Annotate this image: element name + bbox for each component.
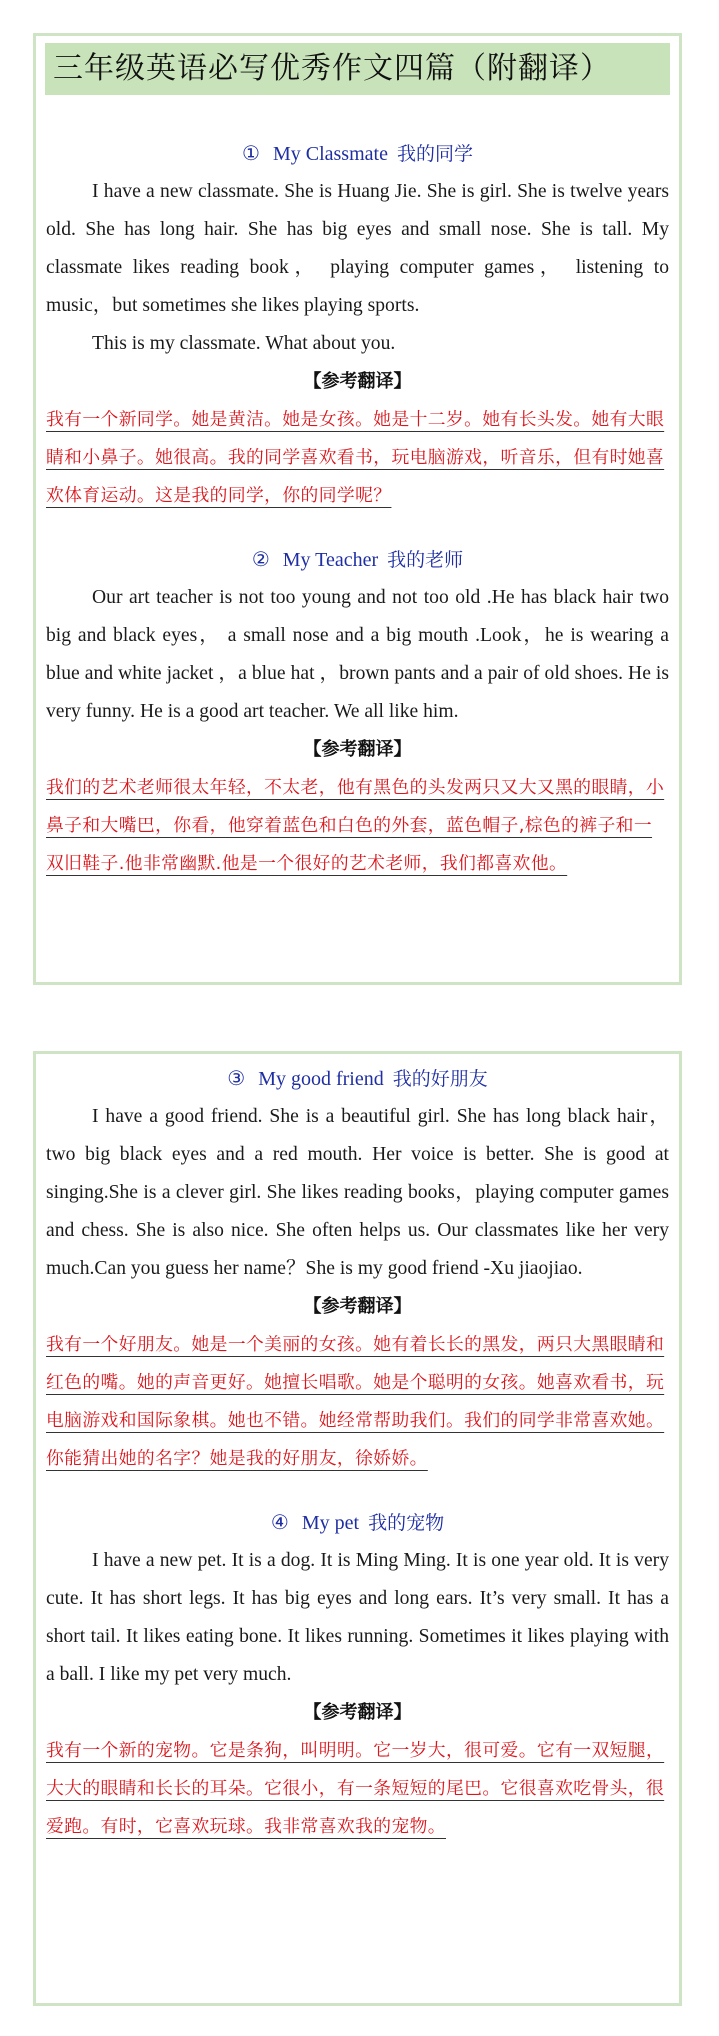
essay-heading bbox=[46, 1504, 669, 1542]
reference-translation-label: 【参考翻译】 bbox=[303, 371, 412, 392]
paragraph: Our art teacher is not too young and not too old .He has black hair two big and black eyes， a small nose and a big mouth .Look，he is wearing a blue and white jacket ，a blue hat ，brown pants and a pair of old shoes. He is very funny. He is a good art teacher. We all like him. bbox=[46, 587, 669, 722]
essay-heading bbox=[46, 1060, 669, 1098]
paragraph: This is my classmate. What about you. bbox=[92, 333, 396, 354]
essay-title-en: My Classmate bbox=[272, 143, 388, 165]
translation-text: 我有一个新同学。她是黄洁。她是女孩。她是十二岁。她有长头发。她有大眼睛和小鼻子。她很高。我的同学喜欢看书，玩电脑游戏，听音乐，但有时她喜欢体育运动。这是我的同学，你的同学呢？ bbox=[46, 409, 665, 506]
essay-text bbox=[46, 1542, 669, 1694]
paragraph: I have a new pet. It is a dog. It is Ming Ming. It is one year old. It is very cute. It has short legs. It has big eyes and long ears. It’s very small. It has a short tail. It likes eating bone. It likes running. Sometimes it likes playing with a ball. I like my pet very much. bbox=[46, 1550, 669, 1685]
essay-title-cn: 我的宠物 bbox=[368, 1512, 445, 1534]
essay-text bbox=[46, 1098, 669, 1288]
essay-my-good-friend bbox=[36, 1060, 679, 1478]
essay-title-cn: 我的老师 bbox=[387, 549, 464, 571]
essay-heading bbox=[46, 541, 669, 579]
translation-text: 我有一个好朋友。她是一个美丽的女孩。她有着长长的黑发，两只大黑眼睛和红色的嘴。她的声音更好。她擅长唱歌。她是个聪明的女孩。她喜欢看书，玩电脑游戏和国际象棋。她也不错。她经常帮助我们。我们的同学非常喜欢她。你能猜出她的名字？她是我的好朋友，徐娇娇。 bbox=[46, 1334, 665, 1469]
essay-title-en: My pet bbox=[301, 1512, 360, 1534]
reference-translation-label: 【参考翻译】 bbox=[303, 1702, 412, 1723]
essay-text bbox=[46, 173, 669, 363]
essay-number: ① bbox=[242, 143, 260, 165]
reference-translation-label: 【参考翻译】 bbox=[303, 1296, 412, 1317]
essay-title-en: My good friend bbox=[258, 1068, 384, 1090]
essay-heading bbox=[46, 135, 669, 173]
reference-translation-label: 【参考翻译】 bbox=[303, 739, 412, 760]
essay-my-pet bbox=[36, 1504, 679, 1846]
essay-title-cn: 我的好朋友 bbox=[392, 1068, 488, 1090]
paragraph: I have a new classmate. She is Huang Jie. She is girl. She is twelve years old. She has long hair. She has big eyes and small nose. She is tall. My classmate likes reading book， playing computer games， listening to music，but sometimes she likes playing sports. bbox=[46, 181, 669, 316]
essay-my-classmate bbox=[36, 135, 679, 515]
translation-text: 我们的艺术老师很太年轻，不太老，他有黑色的头发两只又大又黑的眼睛，小鼻子和大嘴巴，你看，他穿着蓝色和白色的外套，蓝色帽子,棕色的裤子和一双旧鞋子.他非常幽默.他是一个很好的艺术老师，我们都喜欢他。 bbox=[46, 777, 665, 874]
essay-number: ④ bbox=[270, 1512, 289, 1534]
essay-panel-2 bbox=[33, 1051, 682, 2006]
essay-number: ③ bbox=[227, 1068, 246, 1090]
page-title: 三年级英语必写优秀作文四篇（附翻译） bbox=[45, 43, 670, 95]
paragraph: I have a good friend. She is a beautiful girl. She has long black hair， two big black eyes and a red mouth. Her voice is better. She is good at singing.She is a clever girl. She likes reading books，playing computer games and chess. She is also nice. She often helps us. Our classmates like her very much.Can you guess her name？She is my good friend -Xu jiaojiao. bbox=[46, 1106, 669, 1279]
essay-number: ② bbox=[251, 549, 270, 571]
essay-title-en: My Teacher bbox=[282, 549, 379, 571]
translation-text: 我有一个新的宠物。它是条狗，叫明明。它一岁大，很可爱。它有一双短腿，大大的眼睛和长长的耳朵。它很小，有一条短短的尾巴。它很喜欢吃骨头，很爱跑。有时，它喜欢玩球。我非常喜欢我的宠物。 bbox=[46, 1740, 665, 1837]
essay-panel-1 bbox=[33, 33, 682, 985]
essay-text bbox=[46, 579, 669, 731]
essay-title-cn: 我的同学 bbox=[396, 143, 473, 165]
essay-my-teacher bbox=[36, 541, 679, 883]
